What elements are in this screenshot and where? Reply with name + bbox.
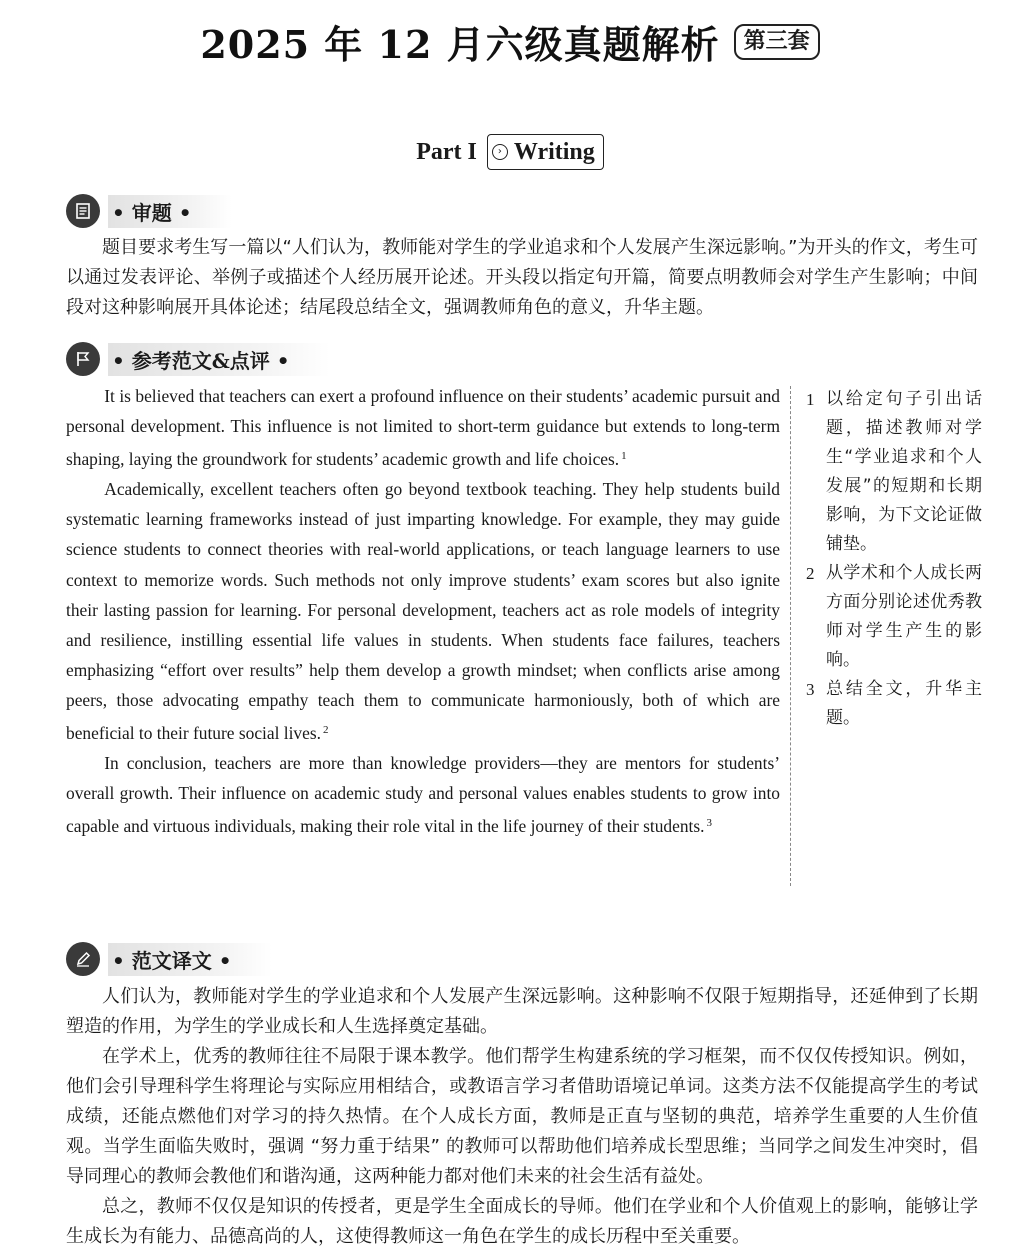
part-name-box	[487, 134, 604, 170]
section-title-review: • 审题 •	[108, 195, 232, 228]
notes-divider	[790, 386, 791, 886]
set-badge: 第三套	[734, 24, 820, 60]
essay-paragraph-1	[66, 381, 780, 474]
essay-paragraph-3-text: In conclusion, teachers are more than knowledge providers—they are mentors for students’ overall growth. Their influence on academic study and personal values enables students to grow into capable and virtuous individuals, making their role vital in the life journey of their students.	[66, 753, 780, 837]
note-number: 3	[806, 680, 815, 699]
note-marker-1: 1	[621, 450, 627, 463]
part-label: Part I	[416, 138, 477, 165]
essay-paragraph-1-text: It is believed that teachers can exert a profound influence on their students’ academic pursuit and personal development. This influence is not limited to short-term guidance but extends to long-term shaping, laying the groundwork for students’ academic growth and life choices.	[66, 386, 780, 470]
note-text: 从学术和个人成长两方面分别论述优秀教师对学生产生的影响。	[826, 563, 982, 670]
section-head-review	[66, 193, 232, 229]
chevron-right-icon: ›	[492, 144, 508, 160]
note-text: 总结全文，升华主题。	[826, 679, 982, 728]
essay-paragraph-2	[66, 474, 780, 748]
note-item	[806, 559, 982, 675]
section-head-model	[66, 341, 330, 377]
translation-paragraph-3: 总之，教师不仅仅是知识的传授者，更是学生全面成长的导师。他们在学业和个人价值观上的影响，能够让学生成长为有能力、品德高尚的人，这使得教师这一角色在学生的成长历程中至关重要。	[66, 1196, 978, 1247]
page-title: 2025 年 12 月六级真题解析	[200, 22, 720, 67]
essay-paragraph-3	[66, 748, 780, 841]
pen-icon	[66, 942, 100, 976]
essay-paragraph-2-text: Academically, excellent teachers often go beyond textbook teaching. They help students build systematic learning frameworks instead of just imparting knowledge. For example, they may guide science students to connect theories with real-world applications, or teach language learners to use context to memorize words. Such methods not only improve students’ exam scores but also ignite their lasting passion for learning. For personal development, teachers act as role models of integrity and resilience, instilling essential life values in students. When students face failures, teachers emphasizing “effort over results” help them develop a growth mindset; when conflicts arise among peers, those advocating empathy teach them to communicate harmoniously, both of which are beneficial to their future social lives.	[66, 479, 780, 744]
translation-text-block	[66, 982, 978, 1252]
section-title-model: • 参考范文&点评 •	[108, 343, 330, 376]
review-text-block	[66, 233, 978, 323]
notes-column	[806, 385, 982, 733]
translation-paragraph-1: 人们认为，教师能对学生的学业追求和个人发展产生深远影响。这种影响不仅限于短期指导，还延伸到了长期塑造的作用，为学生的学业成长和人生选择奠定基础。	[66, 986, 978, 1037]
model-essay	[66, 381, 780, 841]
title-row	[0, 14, 1020, 69]
part-name: Writing	[513, 138, 595, 165]
review-paragraph: 题目要求考生写一篇以“人们认为，教师能对学生的学业追求和个人发展产生深远影响。”为开头的作文，考生可以通过发表评论、举例子或描述个人经历展开论述。开头段以指定句开篇，简要点明教师会对学生产生影响；中间段对这种影响展开具体论述；结尾段总结全文，强调教师角色的意义，升华主题。	[66, 237, 978, 318]
note-text: 以给定句子引出话题，描述教师对学生“学业追求和个人发展”的短期和长期影响，为下文论证做铺垫。	[826, 389, 982, 554]
note-item	[806, 385, 982, 559]
note-number: 2	[806, 564, 815, 583]
flag-icon	[66, 342, 100, 376]
note-number: 1	[806, 390, 815, 409]
note-marker-3: 3	[706, 817, 712, 830]
note-item	[806, 675, 982, 733]
part-heading	[0, 134, 1020, 170]
translation-paragraph-2: 在学术上，优秀的教师往往不局限于课本教学。他们帮学生构建系统的学习框架，而不仅仅传授知识。例如，他们会引导理科学生将理论与实际应用相结合，或教语言学习者借助语境记单词。这类方法不仅能提高学生的考试成绩，还能点燃他们对学习的持久热情。在个人成长方面，教师是正直与坚韧的典范，培养学生重要的人生价值观。当学生面临失败时，强调 “努力重于结果” 的教师可以帮助他们培养成长型思维；当同学之间发生冲突时，倡导同理心的教师会教他们和谐沟通，这两种能力都对他们未来的社会生活有益处。	[66, 1046, 978, 1187]
document-icon	[66, 194, 100, 228]
section-head-translation	[66, 941, 272, 977]
section-title-translation: • 范文译文 •	[108, 943, 272, 976]
note-marker-2: 2	[322, 724, 329, 737]
